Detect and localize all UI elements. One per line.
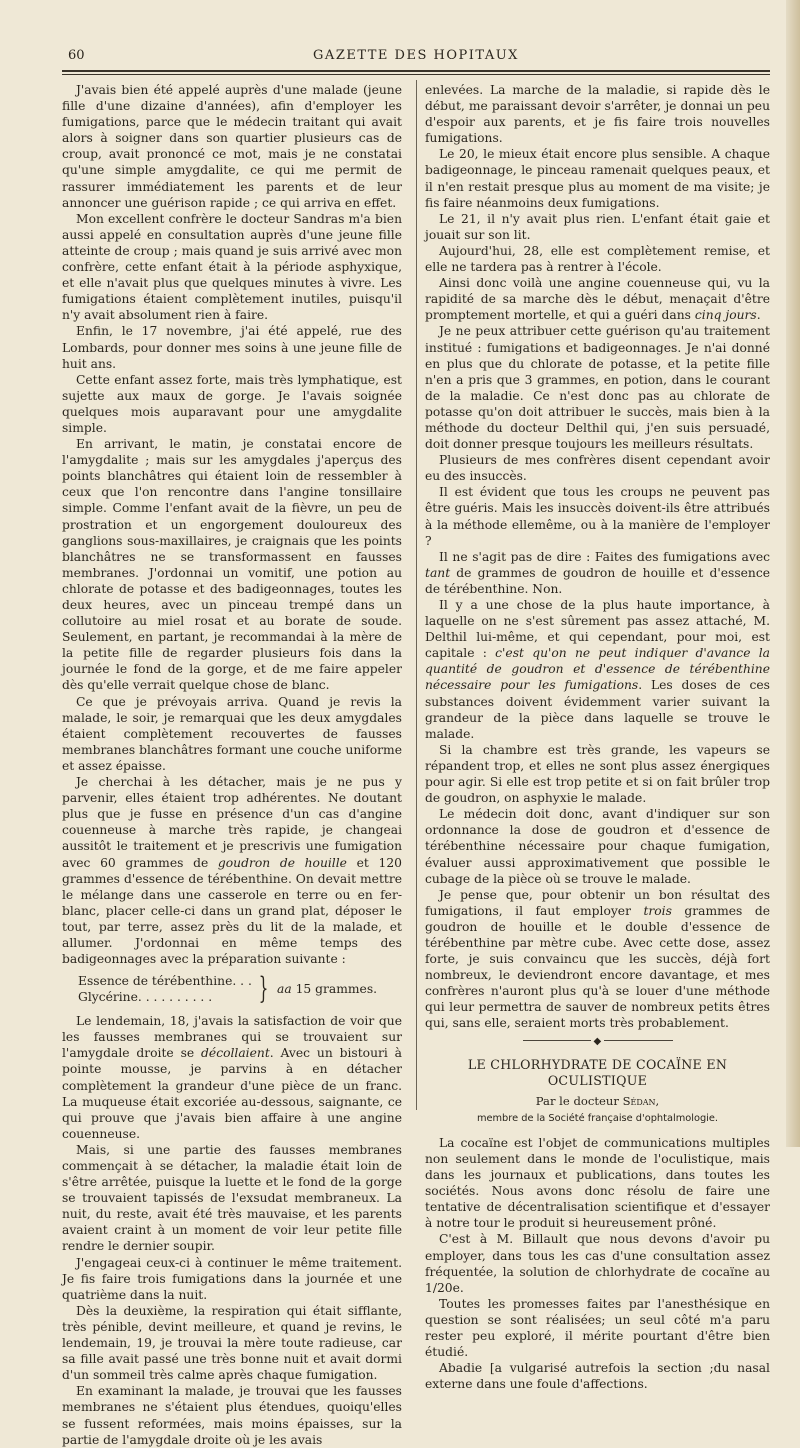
section-title: LE CHLORHYDRATE DE COCAÏNE EN OCULISTIQUE — [467, 1056, 728, 1088]
paragraph: J'engageai ceux-ci à continuer le même traitement. Je fis faire trois fumigations dans la journée et une quatrième dans la nuit. — [62, 1255, 402, 1302]
author-name: Sédan — [622, 1093, 656, 1108]
paragraph: Aujourd'hui, 28, elle est complètement remise, et elle ne tardera pas à rentrer à l'école. — [425, 243, 770, 275]
italic-term: tant — [425, 565, 451, 580]
paragraph: enlevées. La marche de la maladie, si rapide dès le début, me paraissant devoir s'arrêter, je donnai un peu d'espoir aux parents, et je fis faire trois nouvelles fumigations. — [425, 83, 770, 146]
paragraph: Il est évident que tous les croups ne peuvent pas être guéris. Mais les insuccès doivent-ils être attribués à la méthode ellemême, ou à la manière de l'employer ? — [425, 485, 770, 548]
paragraph: Ainsi donc voilà une angine couenneuse qui, vu la rapidité de sa marche dès le début, menaçait d'être promptement mortelle, et qui a guéri dans cinq jours. — [425, 276, 770, 323]
paragraph: Plusieurs de mes confrères disent cependant avoir eu des insuccès. — [425, 453, 770, 484]
journal-title: GAZETTE DES HOPITAUX — [313, 48, 519, 63]
paragraph: Abadie [a vulgarisé autrefois la section ;du nasal externe dans une foule d'affections. — [425, 1361, 770, 1392]
paragraph: Le 21, il n'y avait plus rien. L'enfant était gaie et jouait sur son lit. — [425, 211, 770, 242]
header-rule — [62, 70, 770, 72]
paragraph: Je pense que, pour obtenir un bon résultat des fumigations, il faut employer trois grammes de goudron de houille et le double d'essence de térébenthine par mètre cube. Avec cette dose, assez forte, je suis convaincu que les succès, déjà fort nombreux, le deviendront encore davantage, et mes confrères n'auront plus qu'à se louer d'une méthode qui leur permettra de sauver de nombreux petits êtres qui, sans elle, seraient morts très probablement. — [425, 887, 770, 1031]
paragraph: Dès la deuxième, la respiration qui était sifflante, très pénible, devint meilleure, et quand je revins, le lendemain, 19, je trouvai la mère toute radieuse, car sa fille avait passé une très bonne nuit et avait dormi d'un sommeil très calme après chaque fumigation. — [62, 1303, 402, 1383]
diamond-ornament-icon: ◆ — [591, 1034, 605, 1050]
page-number: 60 — [68, 48, 85, 63]
italic-term: trois — [643, 903, 672, 918]
page-edge — [786, 0, 800, 1147]
paragraph: Il ne s'agit pas de dire : Faites des fumigations avec tant de grammes de goudron de houille et d'essence de térébenthine. Non. — [425, 549, 770, 596]
italic-passage: c'est qu'on ne peut indiquer d'avance la quantité de goudron et d'essence de térébenthine nécessaire pour les fumigations — [425, 646, 770, 693]
paragraph: La cocaïne est l'objet de communications multiples non seulement dans le monde de l'oculistique, mais dans les journaux et publications, dans toutes les sociétés. Nous avons donc résolu de faire une tentative de décentralisation scientifique et d'essayer à notre tour le produit si heureusement prôné. — [425, 1135, 770, 1231]
paragraph: Enfin, le 17 novembre, j'ai été appelé, rue des Lombards, pour donner mes soins à une jeune fille de huit ans. — [62, 324, 402, 371]
paragraph: Ce que je prévoyais arriva. Quand je revis la malade, le soir, je remarquai que les deux amygdales étaient complètement recouvertes de fausses membranes blanchâtres formant une couche uniforme et assez épaisse. — [62, 694, 402, 773]
italic-term: goudron de houille — [217, 855, 347, 870]
paragraph: Si la chambre est très grande, les vapeurs se répandent trop, et elles ne sont plus assez énergiques pour agir. Si elle est trop petite et si on fait brûler trop de goudron, on asphyxie le malade. — [425, 742, 770, 806]
section-separator — [523, 1035, 673, 1047]
paragraph: Je cherchai à les détacher, mais je ne pus y parvenir, elles étaient trop adhérentes. Ne doutant plus que je fusse en présence d'un cas d'angine couenneuse à marche très rapide, je changeai aussitôt le traitement et je prescrivis une fumigation avec 60 grammes de goudron de houille et 120 grammes d'essence de térébenthine. On devait mettre le mélange dans une casserole en terre ou en fer-blanc, placer celle-ci dans un grand plat, déposer le tout, par terre, assez près du lit de la malade, et allumer. J'ordonnai en même temps des badigeonnages avec la préparation suivante : — [62, 775, 402, 967]
paragraph: Toutes les promesses faites par l'anesthésique en question se sont réalisées; un seul côté m'a paru rester peu exploré, il mérite pourtant d'être bien étudié. — [425, 1296, 770, 1360]
paragraph: En examinant la malade, je trouvai que les fausses membranes ne s'étaient plus étendues, quoiqu'elles se fussent reformées, mais moins épaisses, sur la partie de l'amygdale droite où je les avais — [62, 1384, 402, 1447]
section-author: Par le docteur Sédan, — [535, 1093, 660, 1108]
italic-term: décollaient — [201, 1046, 270, 1061]
left-column — [62, 82, 402, 1448]
prescription-formula — [78, 973, 402, 1005]
paragraph: J'avais bien été appelé auprès d'une malade (jeune fille d'une dizaine d'années), afin d'employer les fumigations, parce que le médecin traitant qui avait alors à soigner dans son quartier plusieurs cas de croup, avait prononcé ce mot, mais je ne constatai qu'une simple amygdalite, ce qui me permit de rassurer immédiatement les parents et de leur annoncer une guérison rapide ; ce qui arriva en effet. — [62, 83, 402, 210]
paragraph: Mon excellent confrère le docteur Sandras m'a bien aussi appelé en consultation auprès d'une jeune fille atteinte de croup ; mais quand je suis arrivé avec mon confrère, cette enfant était à la période asphyxique, et elle n'avait plus que quelques minutes à vivre. Les fumigations étaient complètement inutiles, puisqu'il n'y avait absolument rien à faire. — [62, 211, 402, 323]
paragraph: Je ne peux attribuer cette guérison qu'au traitement institué : fumigations et badigeonnages. Je n'ai donné en plus que du chlorate de potasse, et la petite fille n'en a pris que 3 grammes, en potion, dans le courant de la maladie. Ce n'est donc pas au chlorate de potasse qu'on doit attribuer le succès, mais bien à la méthode du docteur Delthil qui, j'en suis persuadé, doit donner presque toujours les meilleurs résultats. — [425, 324, 770, 452]
formula-quantity: aa 15 grammes. — [277, 982, 378, 997]
formula-ingredient: Essence de térébenthine. . . — [78, 974, 252, 989]
paragraph: Le médecin doit donc, avant d'indiquer sur son ordonnance la dose de goudron et d'essence de térébenthine nécessaire pour chaque fumigation, évaluer aussi approximativement que possible le cubage de la pièce où se trouve le malade. — [425, 807, 770, 886]
italic-term: cinq jours — [694, 308, 757, 323]
column-divider — [416, 80, 417, 1110]
brace-glyph: } — [258, 971, 269, 1007]
header-rule-thin — [62, 74, 770, 75]
paragraph: Le lendemain, 18, j'avais la satisfaction de voir que les fausses membranes qui se trouvaient sur l'amygdale droite se décollaient. Avec un bistouri à pointe mousse, je parvins à en détacher complètement la grandeur d'une pièce de un franc. La muqueuse était excoriée au-dessous, saignante, ce qui prouve que j'avais bien affaire à une angine couenneuse. — [62, 1014, 403, 1141]
paragraph: Il y a une chose de la plus haute importance, à laquelle on ne s'est sûrement pas assez attaché, M. Delthil lui-même, et qui cependant, pour moi, est capitale : c'est qu'on ne peut indiquer d'avance la quantité de goudron et d'essence de térébenthine nécessaire pour les fumigations. Les doses de ces substances doivent évidemment varier suivant la grandeur de la pièce dans laquelle se trouve le malade. — [425, 598, 770, 741]
paragraph: En arrivant, le matin, je constatai encore de l'amygdalite ; mais sur les amygdales j'aperçus des points blanchâtres qui étaient loin de ressembler à ceux que l'on rencontre dans l'angine tonsillaire simple. Comme l'enfant avait de la fièvre, un peu de prostration et un engorgement douloureux des ganglions sous-maxillaires, je craignais que les points blanchâtres ne se transformassent en fausses membranes. J'ordonnai un vomitif, une potion au chlorate de potasse et des badigeonnages, toutes les deux heures, avec un pinceau trempé dans un collutoire au miel rosat et au borate de soude. Seulement, en partant, je recommandai à la mère de la petite fille de regarder plusieurs fois dans la journée le fond de la gorge, et de me faire appeler dès qu'elle verrait quelque chose de blanc. — [62, 437, 402, 693]
paragraph: Cette enfant assez forte, mais très lymphatique, est sujette aux maux de gorge. Je l'avais soignée quelques mois auparavant pour une amygdalite simple. — [62, 372, 402, 435]
author-affiliation: membre de la Société française d'ophtalmologie. — [476, 1112, 719, 1124]
paragraph: C'est à M. Billault que nous devons d'avoir pu employer, dans tous les cas d'une consultation assez fréquentée, la solution de chlorhydrate de cocaïne au 1/20e. — [425, 1232, 770, 1295]
right-column — [425, 82, 770, 1392]
formula-ingredient: Glycérine. . . . . . . . . . — [78, 990, 213, 1005]
paragraph: Le 20, le mieux était encore plus sensible. A chaque badigeonnage, le pinceau ramenait quelques peaux, et il n'en restait presque plus au moment de ma visite; je fis faire néanmoins deux fumigations. — [425, 147, 770, 210]
page-header — [60, 44, 772, 66]
paragraph: Mais, si une partie des fausses membranes commençait à se détacher, la maladie était loin de s'être arrêtée, puisque la luette et le fond de la gorge se trouvaient tapissés de l'exsudat membraneux. La nuit, du reste, avait été très mauvaise, et les parents avaient craint à un moment de voir leur petite fille rendre le dernier soupir. — [62, 1142, 402, 1254]
